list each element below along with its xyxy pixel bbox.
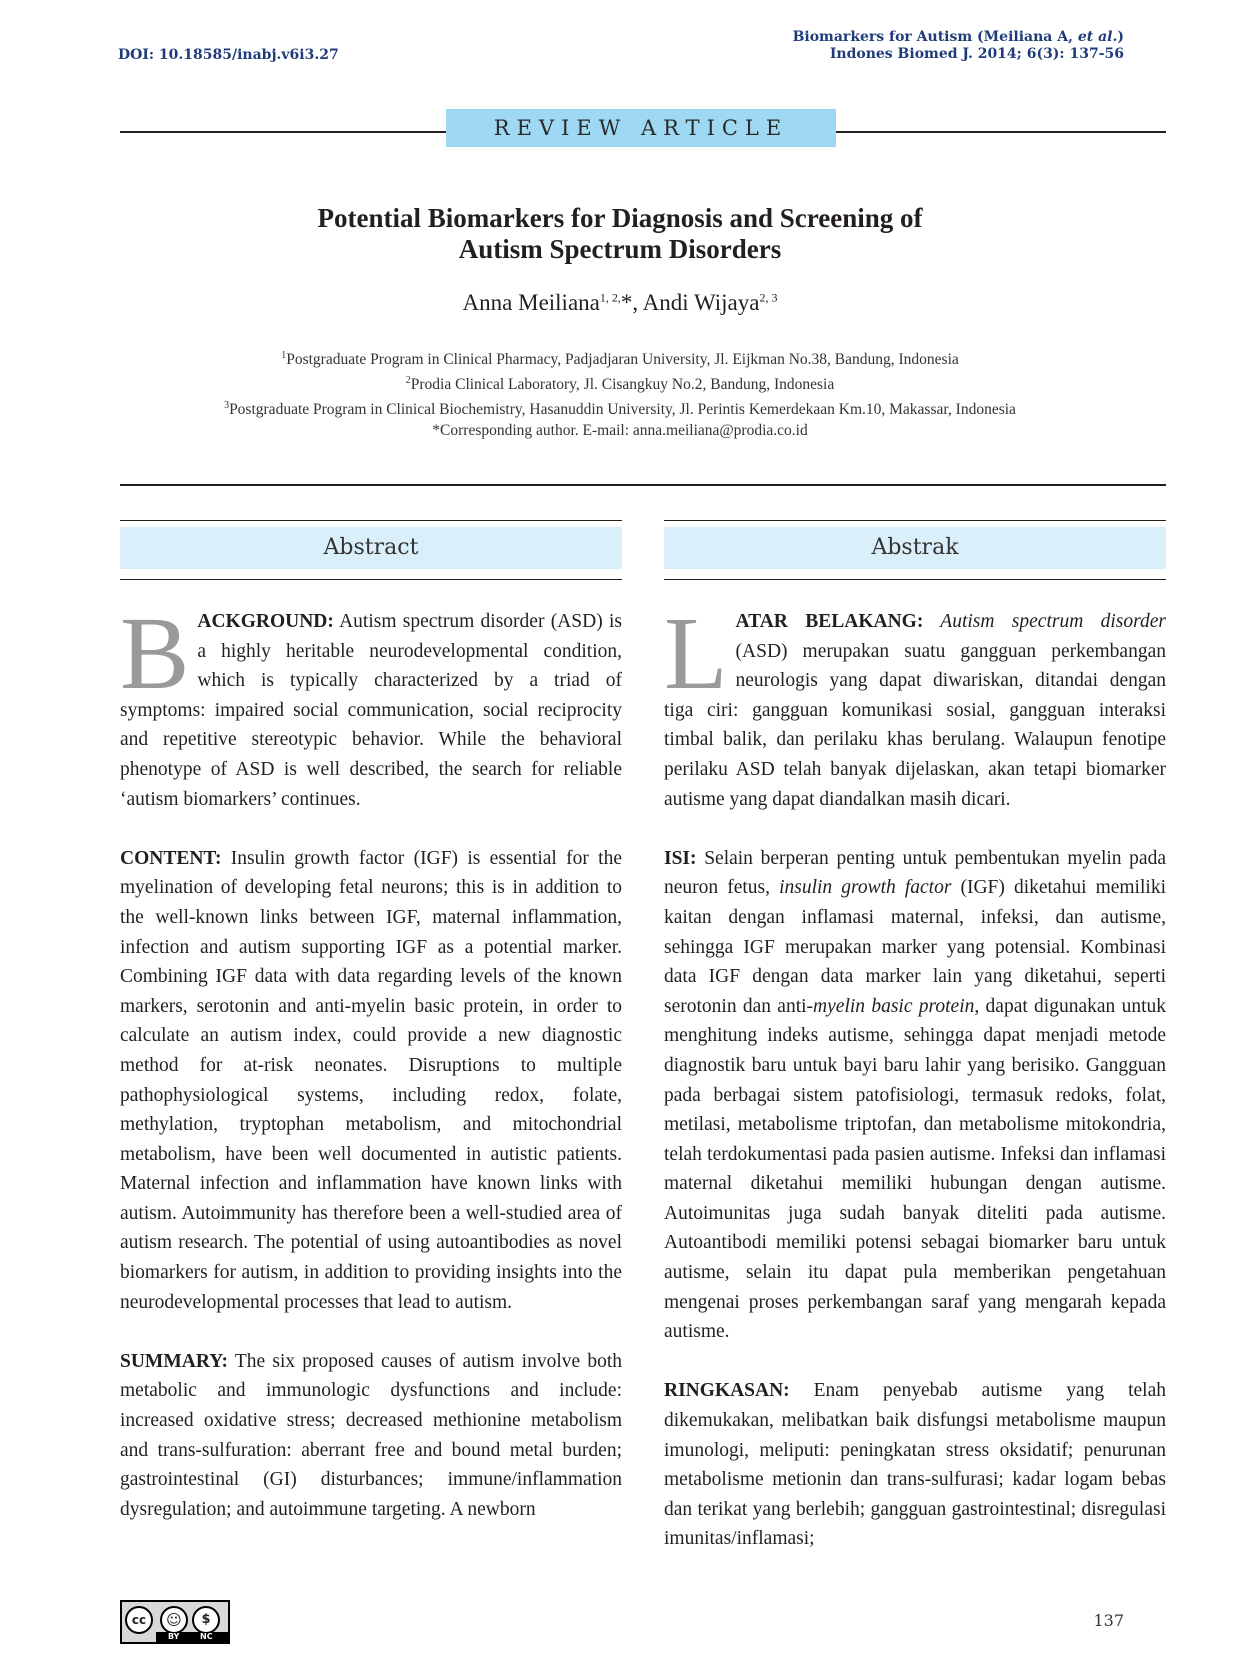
abstract-english-column xyxy=(120,596,622,1554)
summary-paragraph: SUMMARY: The six proposed causes of autism involve both metabolic and immunologic dysfunctions and include: increased oxidative stress; decreased methionine metabolism and trans-sulfuration: aberrant free and bound metal burden; gastrointestinal (GI) disturbances; immune/inflammation dysregulation; and autoimmune targeting. A newborn xyxy=(120,1350,622,1520)
abstrak-rule-top xyxy=(664,520,1166,521)
banner-rule-left xyxy=(120,131,446,133)
attribution-person-icon: ☺ xyxy=(160,1606,188,1634)
drop-cap: L xyxy=(664,596,728,711)
summary-label: SUMMARY: xyxy=(120,1350,229,1372)
content-label: CONTENT: xyxy=(120,847,222,869)
running-title: Biomarkers for Autism (Meiliana A, et al.) xyxy=(792,29,1124,45)
banner-rule-right xyxy=(836,131,1166,133)
drop-cap: B xyxy=(120,596,190,711)
ringkasan-label: RINGKASAN: xyxy=(664,1380,790,1402)
ringkasan-paragraph: RINGKASAN: Enam penyebab autisme yang telah dikemukakan, melibatkan baik disfungsi metabolisme maupun imunologi, meliputi: peningkatan stress oksidatif; penurunan metabolisme metionin dan trans-sulfurasi; kadar logam bebas dan terikat yang berlebih; gangguan gastrointestinal; disregulasi imunitas/inflamasi; xyxy=(664,1380,1166,1550)
author-name: Anna Meiliana xyxy=(462,290,600,315)
abstract-rule-top xyxy=(120,520,622,521)
abstract-rule-bottom xyxy=(120,579,622,580)
affiliation-line: $^3$Postgraduate Program in Clinical Biochemistry, Hasanuddin University, Jl. Perintis Kemerdekaan Km.10, Makassar, Indonesia xyxy=(224,400,1016,419)
noncommercial-icon: $ xyxy=(192,1606,220,1634)
background-paragraph: BACKGROUND: Autism spectrum disorder (ASD) is a highly heritable neurodevelopmental condition, which is typically characterized by a triad of symptoms: impaired social communication, social reciprocity and repetitive stereotypic behavior. While the behavioral phenotype of ASD is well described, the search for reliable ‘autism biomarkers’ continues. xyxy=(120,596,622,810)
latar-belakang-paragraph: LATAR BELAKANG: Autism spectrum disorder (ASD) merupakan suatu gangguan perkembangan neurologis yang dapat diwariskan, ditandai dengan tiga ciri: gangguan komunikasi sosial, gangguan interaksi timbal balik, dan perilaku khas berulang. Walaupun fenotipe perilaku ASD telah banyak dijelaskan, akan tetapi biomarker autisme yang dapat diandalkan masih dicari. xyxy=(664,596,1166,810)
corresponding-star: * xyxy=(620,290,633,315)
corresponding-author-line: *Corresponding author. E-mail: anna.meiliana@prodia.co.id xyxy=(432,422,808,440)
abstract-indonesian-column xyxy=(664,596,1166,1584)
background-label: ACKGROUND: xyxy=(197,611,334,632)
content-paragraph: CONTENT: Insulin growth factor (IGF) is essential for the myelination of developing fetal neurons; this is in addition to the well-known links between IGF, maternal inflammation, infection and autism supporting IGF as a potential marker. Combining IGF data with data regarding levels of the known markers, serotonin and anti-myelin basic protein, in order to calculate an autism index, could provide a new diagnostic method for at-risk neonates. Disruptions to multiple pathophysiological systems, including redox, folate, methylation, tryptophan metabolism, and mitochondrial metabolism, have been well documented in autistic patients. Maternal infection and inflammation have known links with autism. Autoimmunity has therefore been a well-studied area of autism research. The potential of using autoantibodies as novel biomarkers for autism, in addition to providing insights into the neurodevelopmental processes that lead to autism. xyxy=(120,847,622,1313)
author-affil-sup: 1, 2, xyxy=(599,290,621,305)
cc-license-badge[interactable] xyxy=(120,1600,230,1644)
author-affil-sup: 2, 3 xyxy=(759,290,778,305)
cc-icon: cc xyxy=(125,1606,153,1634)
page-number: 137 xyxy=(1093,1611,1124,1630)
isi-paragraph: ISI: Selain berperan penting untuk pembentukan myelin pada neuron fetus, insulin growth factor (IGF) diketahui memiliki kaitan dengan inflamasi maternal, infeksi, dan autisme, sehingga IGF merupakan marker yang potensial. Kombinasi data IGF dengan data marker lain yang diketahui, seperti serotonin dan anti-myelin basic protein, dapat digunakan untuk menghitung indeks autisme, sehingga dapat menjadi metode diagnostik baru untuk bayi baru lahir yang berisiko. Gangguan pada berbagai sistem patofisiologi, termasuk redoks, folat, metilasi, metabolisme triptofan, dan metabolisme mitokondria, telah terdokumentasi pada pasien autisme. Infeksi dan inflamasi maternal diketahui memiliki hubungan dengan autisme. Autoimunitas juga sudah banyak diteliti pada autisme. Autoantibodi memiliki potensi sebagai biomarker baru untuk autisme, selain itu dapat pula memberikan pengetahuan mengenai proses perkembangan saraf yang mengarah kepada autisme. xyxy=(664,847,1166,1343)
author-name: Andi Wijaya xyxy=(642,290,760,315)
title-line-1: Potential Biomarkers for Diagnosis and Screening of xyxy=(317,203,923,233)
affiliations xyxy=(120,345,1120,441)
author-list: Anna Meiliana$^{1, 2,}$*, Andi Wijaya$^{2, 3}$ xyxy=(462,290,778,315)
article-title xyxy=(120,203,1120,265)
abstrak-rule-bottom xyxy=(664,579,1166,580)
running-header xyxy=(793,29,1124,63)
affiliation-line: $^1$Postgraduate Program in Clinical Pharmacy, Padjadjaran University, Jl. Eijkman No.38, Bandung, Indonesia xyxy=(281,350,959,369)
title-line-2: Autism Spectrum Disorders xyxy=(458,234,782,264)
journal-citation: Indones Biomed J. 2014; 6(3): 137-56 xyxy=(829,46,1124,62)
article-type-banner: REVIEW ARTICLE xyxy=(446,109,836,147)
latar-belakang-label: ATAR BELAKANG: xyxy=(735,611,924,632)
abstract-heading: Abstract xyxy=(120,527,622,569)
running-title-etal: et al. xyxy=(1077,29,1118,45)
section-divider xyxy=(120,484,1166,486)
doi-link[interactable]: DOI: 10.18585/inabj.v6i3.27 xyxy=(118,47,339,63)
isi-label: ISI: xyxy=(664,847,697,869)
abstrak-heading: Abstrak xyxy=(664,527,1166,569)
license-strip: BY NC xyxy=(156,1632,228,1642)
affiliation-line: $^2$Prodia Clinical Laboratory, Jl. Cisangkuy No.2, Bandung, Indonesia xyxy=(405,375,835,394)
